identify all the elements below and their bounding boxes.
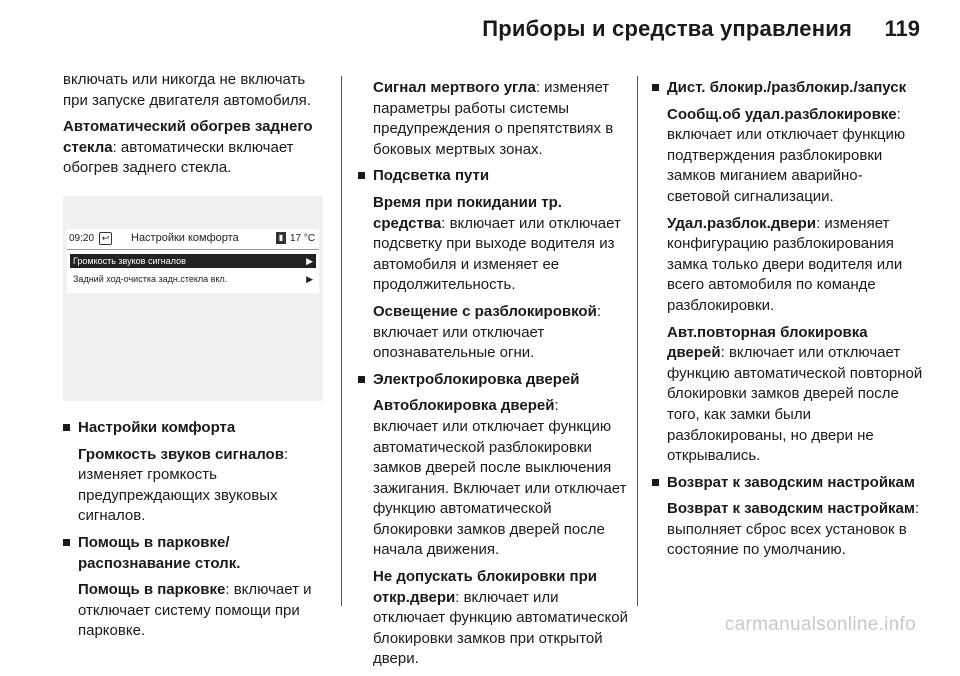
display-menu-item-selected: Громкость звуков сигналов ▶ bbox=[70, 254, 316, 268]
settings-icon: ▮ bbox=[276, 232, 286, 244]
column-1 bbox=[63, 70, 325, 185]
intro-text: включать или никогда не включать при запуске двигателя автомобиля. bbox=[63, 71, 311, 109]
column-2 bbox=[358, 78, 628, 676]
section-head-comfort: Настройки комфорта bbox=[63, 418, 325, 439]
section-head-door-locks: Электроблокировка дверей bbox=[358, 370, 628, 391]
section-head-factory-reset: Возврат к заводским настройкам bbox=[652, 473, 924, 494]
display-temperature: 17 °C bbox=[290, 233, 316, 244]
column-3 bbox=[652, 78, 924, 567]
column-divider-1 bbox=[341, 76, 342, 606]
section-head-parking: Помощь в парковке/ распознавание столк. bbox=[63, 533, 325, 574]
paragraph-remote-unlock-feedback: Сообщ.об удал.разблокировке: включает или отключает функцию подтверждения разблокировки замков миганием аварийно-световой сигнализации. bbox=[667, 105, 906, 205]
section-head-remote: Дист. блокир./разблокир./запуск bbox=[652, 78, 924, 99]
display-title: Настройки комфорта bbox=[131, 232, 239, 244]
back-icon: ↩ bbox=[99, 232, 112, 245]
display-screen bbox=[67, 229, 319, 293]
screenshot-figure bbox=[63, 196, 323, 401]
paragraph-remote-door-unlock: Удал.разблок.двери: изменяет конфигурацию разблокирования замка только двери водителя или всего автомобиля по команде разблокировки. bbox=[667, 214, 903, 314]
chevron-right-icon: ▶ bbox=[306, 256, 313, 266]
paragraph-unlock-lighting: Освещение с разблокировкой: включает или отключает опознавательные огни. bbox=[373, 302, 601, 362]
page-header-title: Приборы и средства управления bbox=[482, 16, 852, 41]
paragraph-blind-spot: Сигнал мертвого угла: изменяет параметры работы системы предупреждения о препятствиях в боковых мертвых зонах. bbox=[373, 79, 614, 158]
watermark: carmanualsonline.info bbox=[724, 614, 916, 635]
paragraph-auto-lock: Автоблокировка дверей: включает или отключает функцию автоматической разблокировки замков дверей после выключения зажигания. Включает или отключает функцию автоматической блокировки замков дверей после начала движения. bbox=[373, 397, 627, 559]
chevron-right-icon: ▶ bbox=[306, 274, 313, 284]
page-number: 119 bbox=[884, 16, 920, 41]
paragraph-exit-lighting: Время при покидании тр. средства: включает или отключает подсветку при выходе водителя из автомобиля и изменяет ее продолжительность. bbox=[373, 193, 621, 294]
paragraph-rear-defog: Автоматический обогрев заднего стекла: автоматически включает обогрев заднего стекла. bbox=[63, 118, 313, 177]
paragraph-auto-relock: Авт.повторная блокировка дверей: включает или отключает функцию автоматической повторной блокировки замков дверей после того, как замки были разблокированы, но двери не открывались. bbox=[667, 323, 923, 465]
display-top-bar bbox=[67, 229, 319, 250]
paragraph-open-door-lock: Не допускать блокировки при откр.двери: включает или отключает функцию автоматической блокировки замков при открытой двери. bbox=[373, 568, 628, 668]
column-1-lower bbox=[63, 418, 325, 648]
paragraph-chime-volume: Громкость звуков сигналов: изменяет громкость предупреждающих звуковых сигналов. bbox=[78, 445, 289, 525]
display-menu-item: Задний ход-очистка задн.стекла вкл. ▶ bbox=[73, 274, 313, 284]
paragraph-factory-reset: Возврат к заводским настройкам: выполняет сброс всех установок в состояние по умолчанию. bbox=[667, 500, 920, 559]
display-time: 09:20 bbox=[69, 233, 95, 244]
column-divider-2 bbox=[637, 76, 638, 606]
section-head-lighting: Подсветка пути bbox=[358, 166, 628, 187]
paragraph-park-assist: Помощь в парковке: включает и отключает систему помощи при парковке. bbox=[78, 581, 312, 640]
